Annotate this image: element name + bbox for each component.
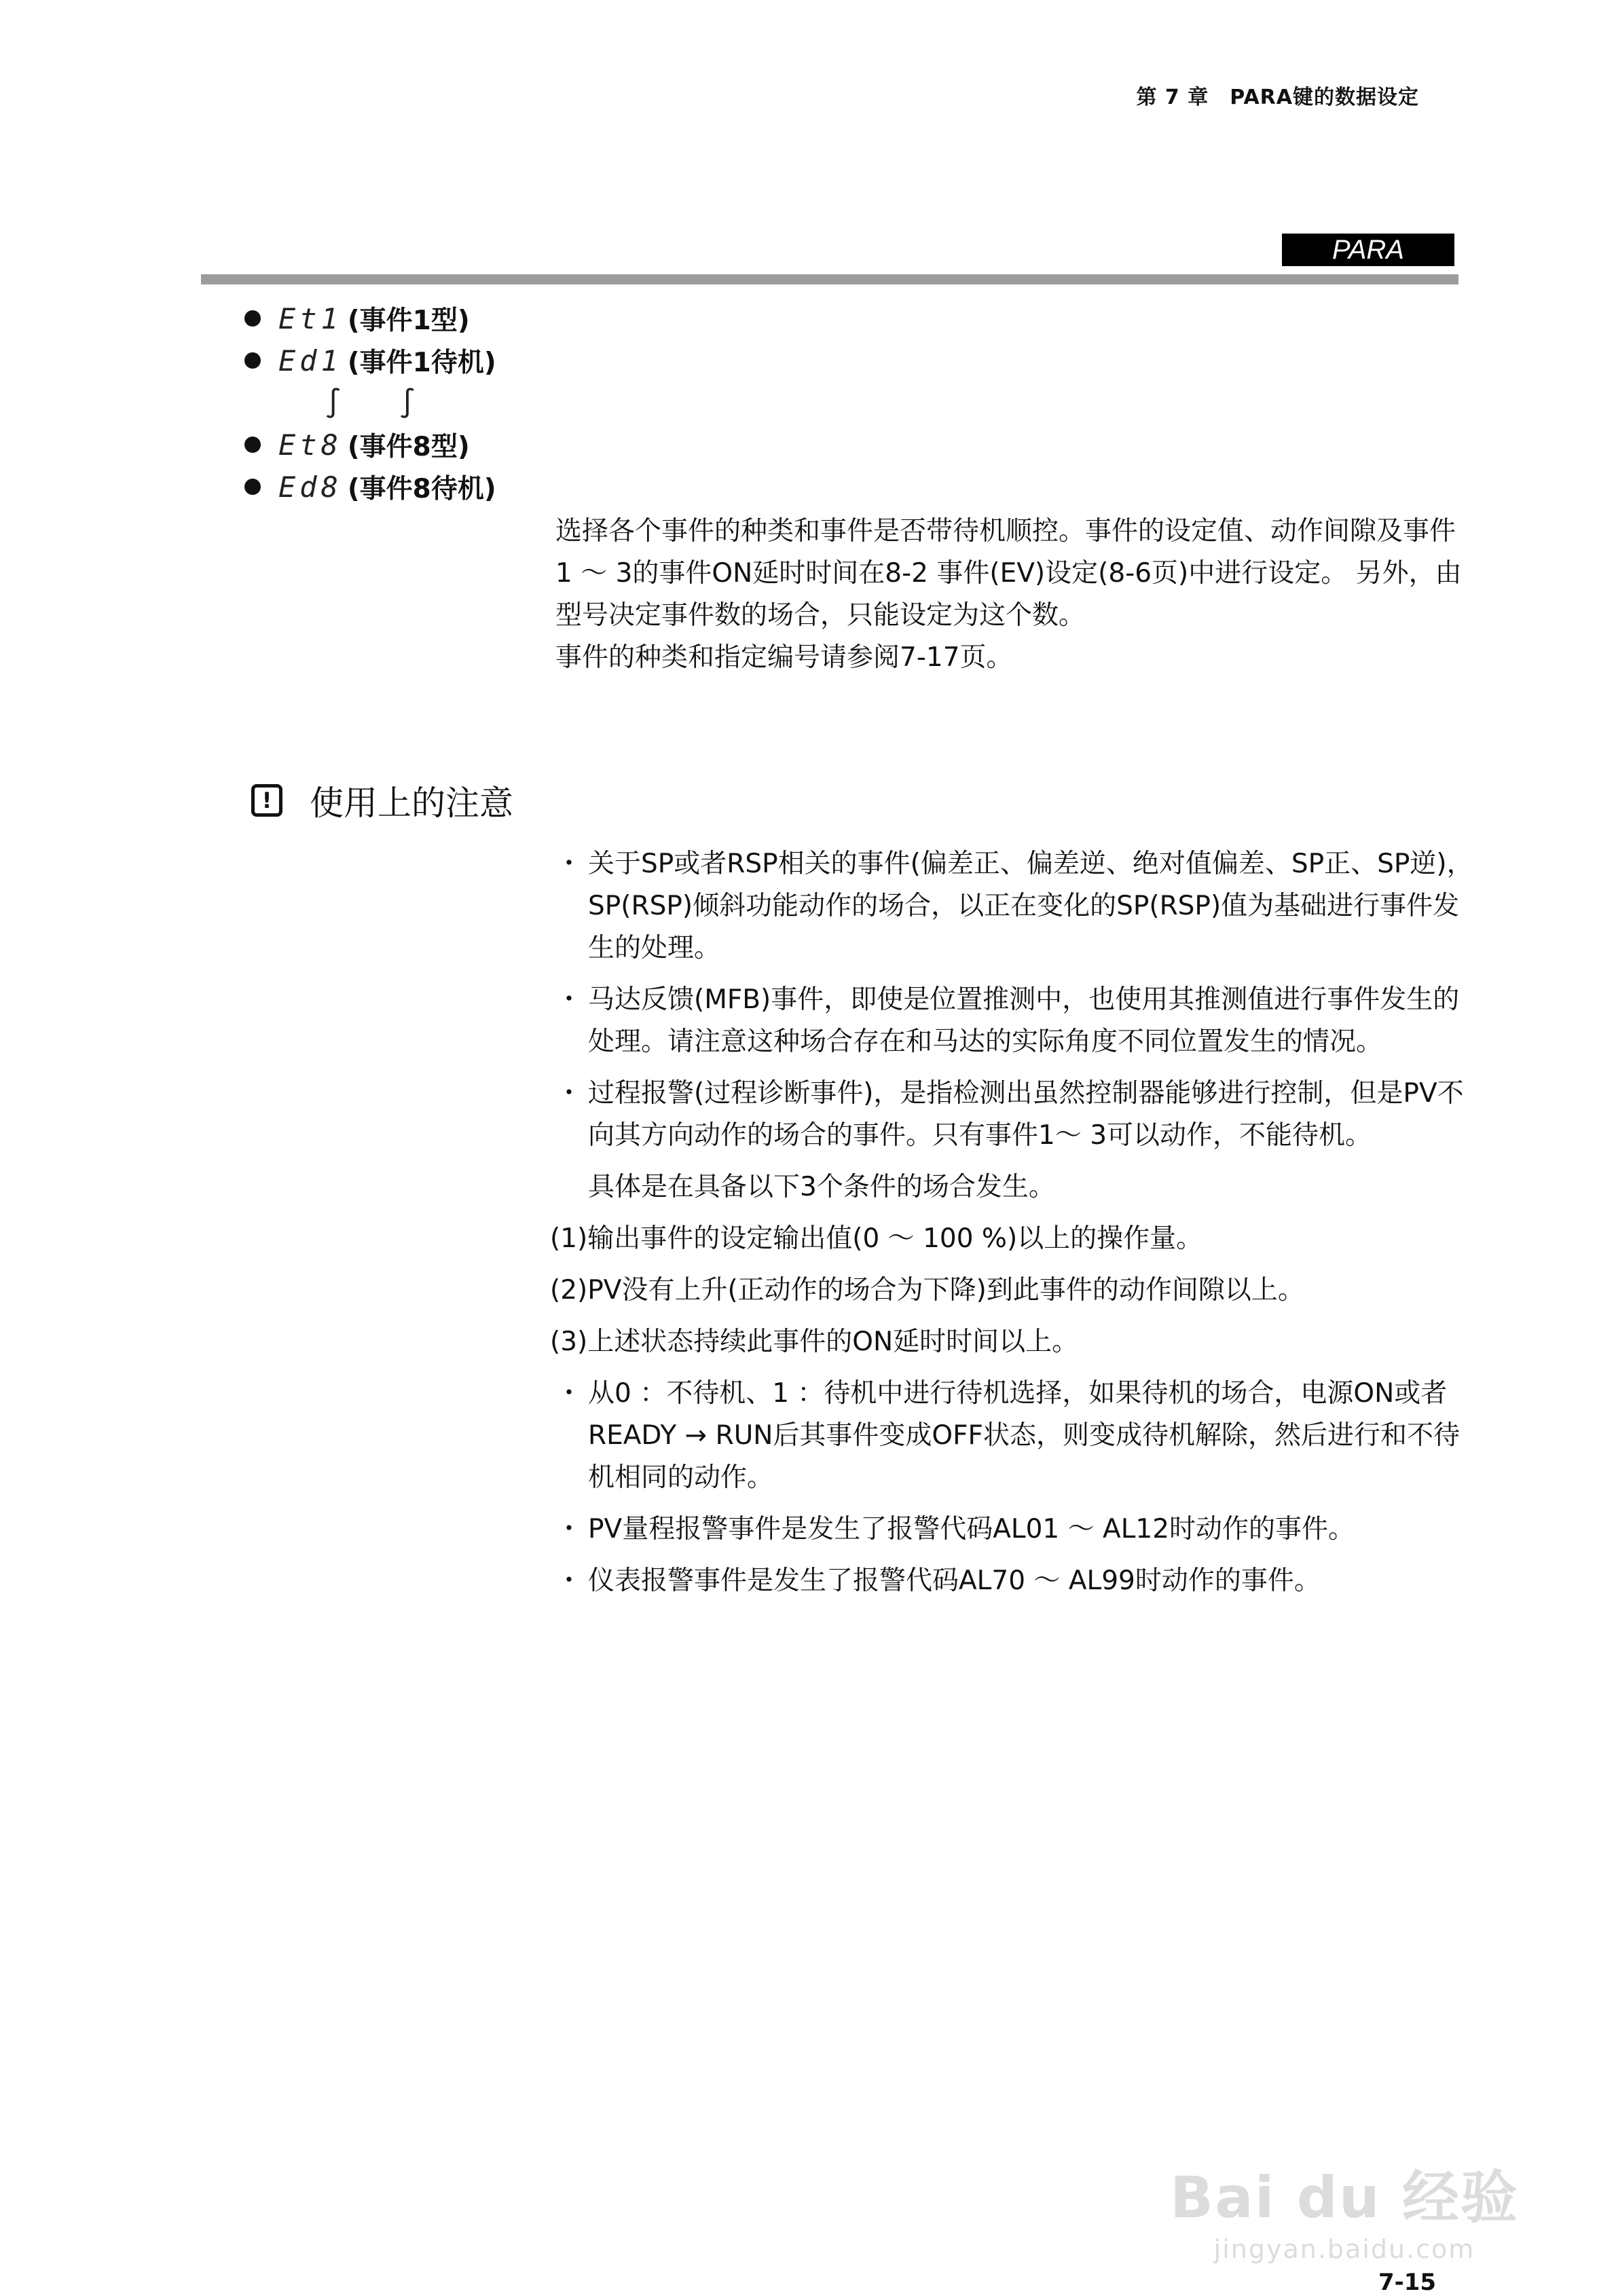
header-rule (201, 274, 1458, 284)
parameter-label: (事件8型) (347, 432, 470, 462)
bullet-mark: ・ (555, 849, 583, 879)
parameter-label: (事件1待机) (347, 348, 496, 378)
parameter-label: (事件8待机) (347, 474, 496, 504)
bullet-dot-icon (244, 479, 261, 495)
chapter-header: 第 7 章 PARA键的数据设定 (1136, 86, 1419, 109)
exclamation-box-icon: ! (251, 784, 282, 817)
notice-item (550, 1373, 1473, 1499)
bullet-dot-icon (244, 437, 261, 453)
notice-item (550, 1073, 1473, 1157)
description-paragraph: 选择各个事件的种类和事件是否带待机顺控。事件的设定值、动作间隙及事件1 ～ 3的事件ON延时时间在8-2 事件(EV)设定(8-6页)中进行设定。 另外，由型号决定事件数的场合，只能设定为这个数。 (555, 516, 1462, 631)
parameter-item (244, 466, 496, 508)
bullet-mark: ・ (555, 1514, 583, 1544)
notice-item (550, 1508, 1473, 1551)
bullet-mark: ・ (555, 1566, 583, 1596)
bullet-dot-icon (244, 310, 261, 327)
bullet-mark: ・ (555, 1078, 583, 1109)
notice-title: 使用上的注意 (310, 783, 513, 823)
parameter-code: Ed8 (278, 470, 342, 504)
parameter-code: Et1 (278, 301, 342, 335)
range-mark: ∫ (399, 386, 416, 420)
notice-item (550, 979, 1473, 1063)
parameter-code: Et8 (278, 428, 342, 462)
condition-item: (2)PV没有上升(正动作的场合为下降)到此事件的动作间隙以上。 (550, 1275, 1304, 1306)
notice-text: 关于SP或者RSP相关的事件(偏差正、偏差逆、绝对值偏差、SP正、SP逆)，SP(RSP)倾斜功能动作的场合，以正在变化的SP(RSP)值为基础进行事件发生的处理。 (588, 849, 1473, 963)
range-mark: ∫ (325, 386, 342, 420)
description (555, 511, 1465, 679)
notice-text: 从0 ：不待机、1 ：待机中进行待机选择，如果待机的场合，电源ON或者READY → RUN后其事件变成OFF状态，则变成待机解除，然后进行和不待机相同的动作。 (588, 1378, 1460, 1493)
watermark-logo-text: Bai du 经验 (1170, 2164, 1519, 2231)
notice-text: 过程报警(过程诊断事件)，是指检测出虽然控制器能够进行控制，但是PV不向其方向动作的场合的事件。只有事件1～ 3可以动作，不能待机。 (588, 1078, 1464, 1151)
range-continuation (244, 382, 496, 424)
baidu-watermark (1154, 2152, 1535, 2264)
parameter-label: (事件1型) (347, 305, 470, 336)
conditions-intro: 具体是在具备以下3个条件的场合发生。 (588, 1172, 1055, 1202)
parameter-item (244, 297, 496, 339)
notice-text: 马达反馈(MFB)事件，即使是位置推测中，也使用其推测值进行事件发生的处理。请注意这种场合存在和马达的实际角度不同位置发生的情况。 (588, 984, 1460, 1057)
watermark-url: jingyan.baidu.com (1213, 2234, 1475, 2264)
parameter-code: Ed1 (278, 344, 342, 377)
notice-text: PV量程报警事件是发生了报警代码AL01 ～ AL12时动作的事件。 (588, 1514, 1355, 1544)
parameter-item (244, 424, 496, 466)
page-number: 7-15 (1378, 2269, 1437, 2296)
notice-item (550, 1560, 1473, 1602)
bullet-dot-icon (244, 352, 261, 369)
notice-list (550, 843, 1473, 1612)
notice-item (550, 843, 1473, 969)
para-key-tag: PARA (1282, 234, 1454, 266)
bullet-mark: ・ (555, 984, 583, 1015)
notice-heading (251, 777, 513, 824)
description-paragraph: 事件的种类和指定编号请参阅7-17页。 (555, 642, 1013, 673)
bullet-mark: ・ (555, 1378, 583, 1409)
notice-text: 仪表报警事件是发生了报警代码AL70 ～ AL99时动作的事件。 (588, 1566, 1321, 1596)
parameter-list (244, 297, 496, 508)
parameter-item (244, 339, 496, 382)
condition-item: (1)输出事件的设定输出值(0 ～ 100 %)以上的操作量。 (550, 1223, 1203, 1254)
condition-item: (3)上述状态持续此事件的ON延时时间以上。 (550, 1327, 1079, 1357)
